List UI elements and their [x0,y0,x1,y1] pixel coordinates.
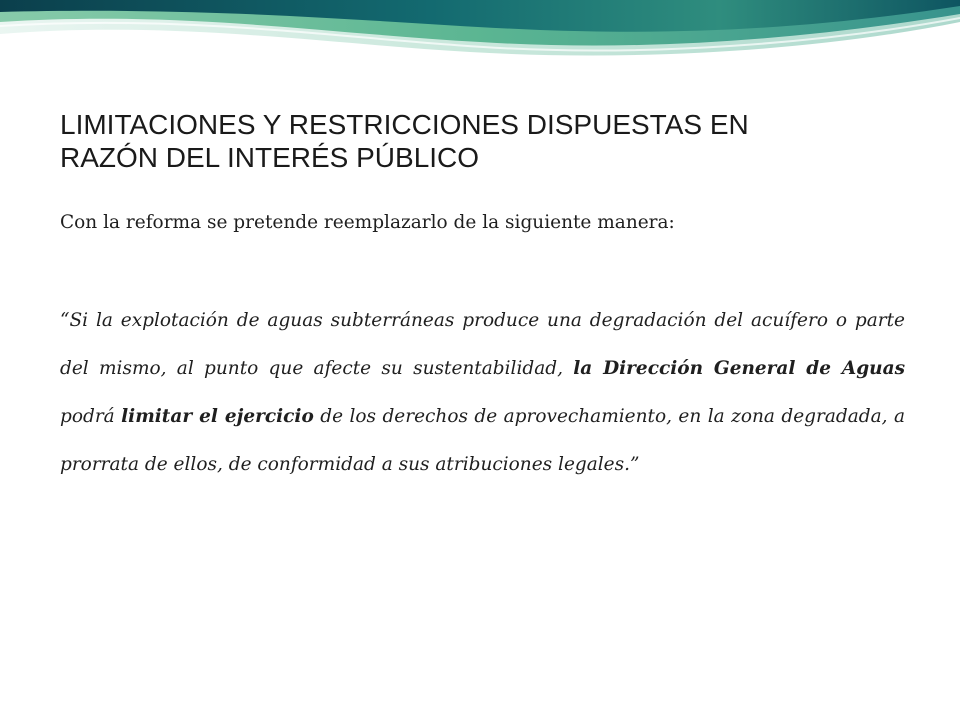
quote-bold-action: limitar el ejercicio [121,406,314,427]
quote-text-part-1: “Si la explotación de aguas subterráneas produce una degradación del acuífero o parte del mismo, al punto que afecte su sustentabilidad, [60,310,905,379]
quote-text-part-2: podrá [60,406,122,427]
quote-text-part-3: de los derechos de aprovechamiento, en la zona degradada, a prorrata de ellos, de conformidad a sus atribuciones legales.” [60,406,905,475]
slide-title-line-2: RAZÓN DEL INTERÉS PÚBLICO [60,142,480,173]
slide-title-line-1: LIMITACIONES Y RESTRICCIONES DISPUESTAS EN [60,109,749,140]
quote-bold-authority: la Dirección General de Aguas [573,358,905,379]
header-wave-decoration [0,0,960,80]
quote-paragraph [60,297,905,489]
slide-title [60,108,900,174]
intro-text: Con la reforma se pretende reemplazarlo de la siguiente manera: [60,212,675,233]
